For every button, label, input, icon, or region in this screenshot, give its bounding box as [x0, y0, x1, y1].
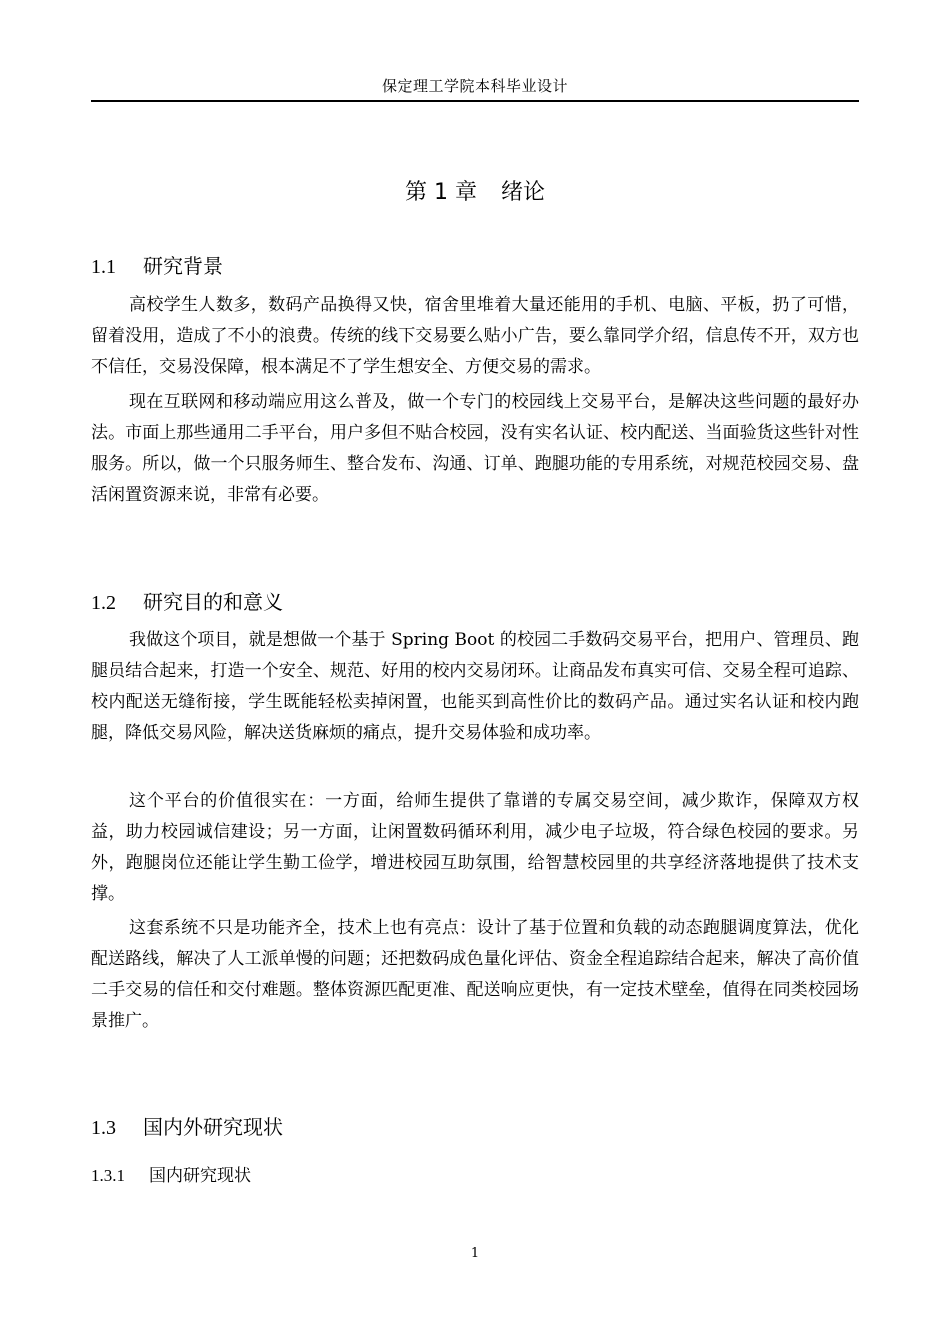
- section-title: 研究背景: [143, 254, 223, 278]
- paragraph-purpose-2: 这个平台的价值很实在：一方面，给师生提供了靠谱的专属交易空间，减少欺诈，保障双方权益，助力校园诚信建设；另一方面，让闲置数码循环利用，减少电子垃圾，符合绿色校园的要求。另外，跑腿岗位还能让学生勤工俭学，增进校园互助氛围，给智慧校园里的共享经济落地提供了技术支撑。: [91, 791, 859, 904]
- subsection-number: 1.3.1: [91, 1166, 125, 1185]
- subsection-title: 国内研究现状: [149, 1166, 251, 1186]
- subsection-heading-1-3-1: [91, 1164, 251, 1188]
- section-number: 1.3: [91, 1117, 116, 1139]
- section-heading-1-2: [91, 588, 283, 617]
- section-title: 国内外研究现状: [143, 1115, 283, 1139]
- running-header: 保定理工学院本科毕业设计: [381, 77, 568, 95]
- section-title: 研究目的和意义: [143, 590, 283, 614]
- section-number: 1.2: [91, 592, 116, 614]
- section-number: 1.1: [91, 256, 116, 278]
- paragraph-background-2: 现在互联网和移动端应用这么普及，做一个专门的校园线上交易平台，是解决这些问题的最好办法。市面上那些通用二手平台，用户多但不贴合校园，没有实名认证、校内配送、当面验货这些针对性服务。所以，做一个只服务师生、整合发布、沟通、订单、跑腿功能的专用系统，对规范校园交易、盘活闲置资源来说，非常有必要。: [91, 392, 859, 505]
- section-heading-1-1: [91, 252, 223, 281]
- section-heading-1-3: [91, 1113, 283, 1142]
- paragraph-background-1: 高校学生人数多，数码产品换得又快，宿舍里堆着大量还能用的手机、电脑、平板，扔了可惜，留着没用，造成了不小的浪费。传统的线下交易要么贴小广告，要么靠同学介绍，信息传不开，双方也不信任，交易没保障，根本满足不了学生想安全、方便交易的需求。: [91, 295, 859, 377]
- paragraph-purpose-3: 这套系统不只是功能齐全，技术上也有亮点：设计了基于位置和负载的动态跑腿调度算法，优化配送路线，解决了人工派单慢的问题；还把数码成色量化评估、资金全程追踪结合起来，解决了高价值二手交易的信任和交付难题。整体资源匹配更准、配送响应更快，有一定技术壁垒，值得在同类校园场景推广。: [91, 918, 859, 1031]
- page-number: 1: [470, 1246, 480, 1261]
- chapter-title: [91, 178, 859, 208]
- header-rule: [91, 100, 859, 102]
- paragraph-purpose-1: 我做这个项目，就是想做一个基于 Spring Boot 的校园二手数码交易平台，把用户、管理员、跑腿员结合起来，打造一个安全、规范、好用的校内交易闭环。让商品发布真实可信、交易全程可追踪、校内配送无缝衔接，学生既能轻松卖掉闲置，也能买到高性价比的数码产品。通过实名认证和校内跑腿，降低交易风险，解决送货麻烦的痛点，提升交易体验和成功率。: [91, 630, 859, 743]
- chapter-name: 绪论: [500, 180, 545, 205]
- chapter-number: 第 1 章: [405, 180, 477, 205]
